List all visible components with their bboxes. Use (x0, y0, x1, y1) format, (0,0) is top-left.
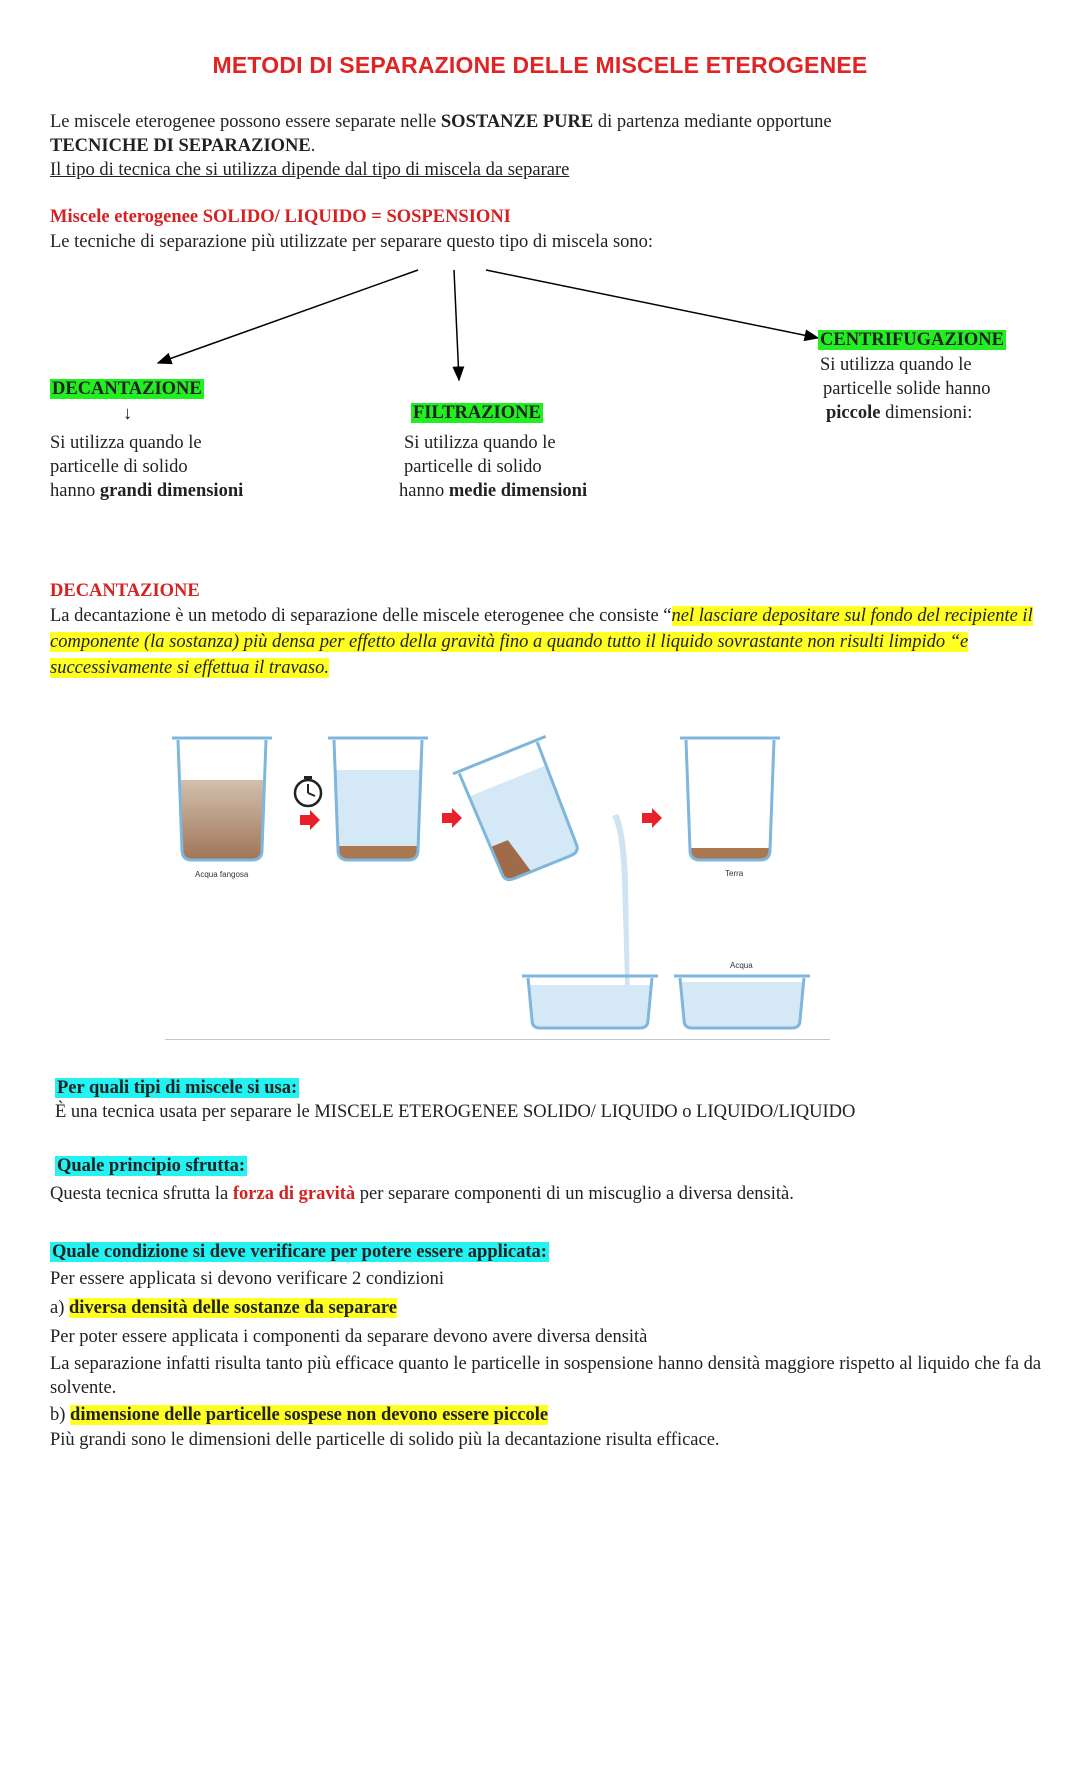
beaker-soil (680, 738, 780, 860)
label-water: Acqua (730, 961, 753, 970)
desc-bold: grandi dimensioni (99, 481, 244, 501)
red-arrow-icon (300, 810, 320, 830)
beaker-muddy-water (172, 738, 272, 860)
q2-text-part: per separare componenti di un miscuglio a diversa densità. (355, 1184, 794, 1204)
desc-bold: piccole (826, 403, 881, 423)
intro-underlined: Il tipo di tecnica che si utilizza dipende dal tipo di miscela da separare (50, 160, 570, 180)
method-filtrazione-label: FILTRAZIONE (413, 403, 541, 423)
condition-b-highlight: dimensione delle particelle sospese non devono essere piccole (70, 1405, 549, 1425)
filtrazione-desc-2: particelle di solido (404, 457, 542, 477)
q3-condition-b (50, 1403, 548, 1427)
intro-bold-sostanze: SOSTANZE PURE (440, 112, 594, 132)
q2-gravity-highlight: forza di gravità (232, 1184, 356, 1204)
q3-line-2: Per poter essere applicata i componenti da separare devono avere diversa densità (50, 1327, 648, 1347)
desc-text: hanno (50, 481, 100, 501)
intro-line-2 (50, 134, 315, 158)
filtrazione-desc-3 (399, 479, 587, 503)
beaker-settled (328, 738, 428, 860)
q2-heading (55, 1154, 247, 1178)
method-decantazione-label: DECANTAZIONE (52, 379, 202, 399)
label-muddy-water: Acqua fangosa (195, 870, 249, 879)
basin-receiving (522, 976, 658, 1028)
q2-heading-text: Quale principio sfrutta: (57, 1156, 246, 1176)
definition-highlight: nel lasciare depositare sul fondo del recipiente il componente (la sostanza) più densa per effetto della gravità fino a quando tutto il liquido sovrastante non risulti limpido “e successivamente si effettua il travaso. (50, 606, 1033, 678)
method-centrifugazione (818, 328, 1006, 352)
beaker-pouring (453, 736, 591, 885)
method-filtrazione (411, 401, 543, 425)
intro-bold-tecniche: TECNICHE DI SEPARAZIONE (50, 136, 311, 156)
arrow-to-decantazione (158, 270, 418, 363)
condition-a-highlight: diversa densità delle sostanze da separare (69, 1298, 398, 1318)
q3-heading (50, 1240, 549, 1264)
arrow-to-filtrazione (454, 270, 459, 380)
label-soil: Terra (725, 869, 744, 878)
decantazione-heading: DECANTAZIONE (50, 581, 200, 601)
desc-bold: medie dimensioni (448, 481, 588, 501)
section-heading-suspensions: Miscele eterogenee SOLIDO/ LIQUIDO = SOSPENSIONI (50, 207, 511, 227)
method-centrifugazione-label: CENTRIFUGAZIONE (820, 330, 1004, 350)
q3-line-1: Per essere applicata si devono verificare 2 condizioni (50, 1269, 444, 1289)
clock-icon (295, 776, 321, 806)
decantazione-desc-1: Si utilizza quando le (50, 433, 202, 453)
arrow-to-centrifugazione (486, 270, 818, 338)
condition-prefix: a) (50, 1298, 69, 1318)
desc-text: hanno (399, 481, 449, 501)
q1-heading (55, 1076, 299, 1100)
centrifugazione-desc-1: Si utilizza quando le (820, 355, 972, 375)
q3-line-3: La separazione infatti risulta tanto più efficace quanto le particelle in sospensione hanno densità maggiore rispetto al liquido che fa da solvente. (50, 1354, 1042, 1398)
definition-text: La decantazione è un metodo di separazione delle miscele eterogenee che consiste “ (50, 606, 672, 626)
decantazione-desc-3 (50, 479, 243, 503)
centrifugazione-desc-2: particelle solide hanno (823, 379, 991, 399)
desc-text: dimensioni: (880, 403, 973, 423)
decantazione-desc-2: particelle di solido (50, 457, 188, 477)
page-title: METODI DI SEPARAZIONE DELLE MISCELE ETEROGENEE (212, 52, 868, 78)
water-stream (612, 814, 630, 1015)
centrifugazione-desc-3 (826, 401, 972, 425)
intro-text: Le miscele eterogenee possono essere separate nelle (50, 112, 441, 132)
q3-line-4: Più grandi sono le dimensioni delle particelle di solido più la decantazione risulta efficace. (50, 1430, 720, 1450)
filtrazione-desc-1: Si utilizza quando le (404, 433, 556, 453)
q3-heading-text: Quale condizione si deve verificare per potere essere applicata: (52, 1242, 547, 1262)
intro-period: . (310, 136, 316, 156)
intro-text: di partenza mediante opportune (593, 112, 832, 132)
down-arrow-glyph: ↓ (123, 404, 133, 424)
q1-heading-text: Per quali tipi di miscele si usa: (57, 1078, 298, 1098)
decantation-figure (160, 720, 840, 1040)
q2-text-part: Questa tecnica sfrutta la (50, 1184, 233, 1204)
method-decantazione (50, 377, 204, 401)
q2-text (50, 1182, 794, 1206)
q1-text: È una tecnica usata per separare le MISCELE ETEROGENEE SOLIDO/ LIQUIDO o LIQUIDO/LIQUIDO (55, 1102, 856, 1122)
red-arrow-icon (642, 808, 662, 828)
intro-line-1 (50, 110, 832, 134)
section-text-techniques: Le tecniche di separazione più utilizzate per separare questo tipo di miscela sono: (50, 232, 654, 252)
decantazione-definition (50, 603, 1048, 681)
condition-prefix: b) (50, 1405, 71, 1425)
red-arrow-icon (442, 808, 462, 828)
basin-water (674, 976, 810, 1028)
q3-condition-a (50, 1296, 397, 1320)
